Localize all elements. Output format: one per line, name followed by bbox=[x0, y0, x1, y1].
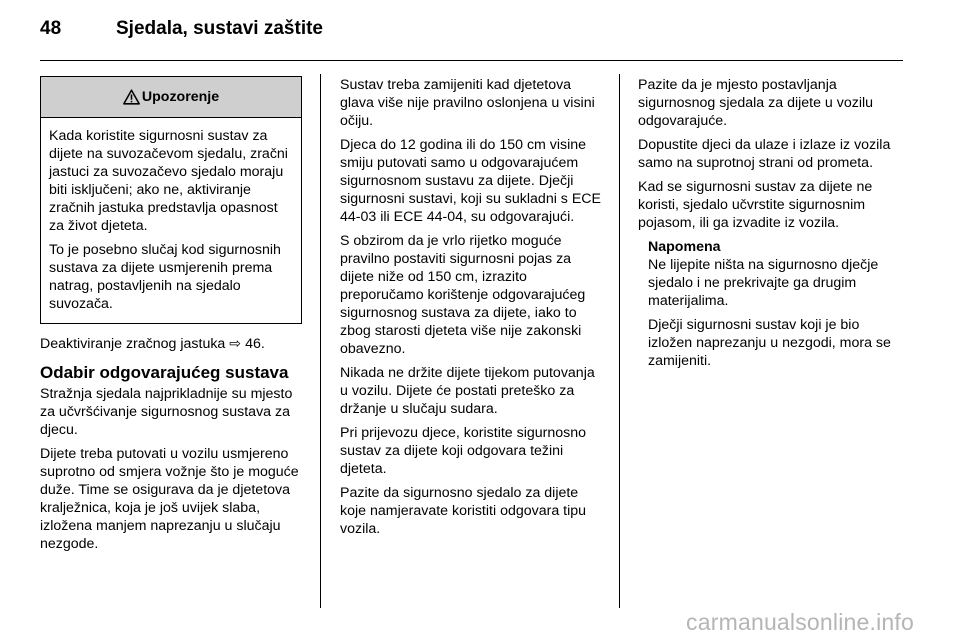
page-header bbox=[40, 18, 323, 48]
column-divider-2 bbox=[619, 74, 620, 608]
note-paragraph: Dječji sigurnosni sustav koji je bio izložen naprezanju u nezgodi, mora se zamijeniti. bbox=[648, 317, 891, 369]
body-paragraph: Pazite da je mjesto postavljanja sigurnosnog sjedala za dijete u vozilu odgovarajuće. bbox=[638, 77, 874, 129]
warning-paragraph: Kada koristite sigurnosni sustav za dijete na suvozačevom sjedalu, zračni jastuci za suvozačevo sjedalo moraju biti isključeni; ako ne, aktiviranje zračnih jastuka predstavlja opasnost za život djeteta. bbox=[49, 128, 288, 234]
body-paragraph: Djeca do 12 godina ili do 150 cm visine smiju putovati samo u odgovarajućem sigurnosnom sustavu za dijete. Dječji sigurnosni sustavi, koji su sukladni s ECE 44-03 ili ECE 44-04, su odgovarajući. bbox=[340, 137, 602, 225]
warning-box bbox=[40, 76, 302, 324]
section-heading: Odabir odgovarajućeg sustava bbox=[40, 363, 289, 382]
body-paragraph: Nikada ne držite dijete tijekom putovanja u vozilu. Dijete će postati preteško za držanje u slučaju sudara. bbox=[340, 365, 595, 417]
body-paragraph: Dopustite djeci da ulaze i izlaze iz vozila samo na suprotnoj strani od prometa. bbox=[638, 137, 891, 171]
note-label: Napomena bbox=[648, 239, 721, 255]
body-paragraph: Dijete treba putovati u vozilu usmjereno suprotno od smjera vožnje što je moguće duže. Time se osigurava da je djetetova kralježnica, koja je još uvijek slaba, izložena manjem naprezanju u slučaju nezgode. bbox=[40, 446, 299, 552]
note-paragraph: Ne lijepite ništa na sigurnosno dječje sjedalo i ne prekrivajte ga drugim materijalima. bbox=[648, 257, 879, 309]
airbag-reference: Deaktiviranje zračnog jastuka ⇨ 46. bbox=[40, 336, 265, 352]
warning-paragraph: To je posebno slučaj kod sigurnosnih sustava za dijete usmjerenih prema natrag, postavljenih na sjedalo suvozača. bbox=[49, 242, 281, 312]
watermark: carmanualsonline.info bbox=[686, 609, 914, 635]
warning-triangle-icon bbox=[123, 89, 140, 105]
warning-body bbox=[41, 118, 301, 323]
body-paragraph: Kad se sigurnosni sustav za dijete ne koristi, sjedalo učvrstite sigurnosnim pojasom, ili ga izvadite iz vozila. bbox=[638, 179, 873, 231]
page-title: Sjedala, sustavi zaštite bbox=[116, 18, 323, 39]
body-paragraph: Pazite da sigurnosno sjedalo za dijete koje namjeravate koristiti odgovara tipu vozila. bbox=[340, 485, 587, 537]
body-paragraph: Stražnja sjedala najprikladnije su mjesto za učvršćivanje sigurnosnog sustava za djecu. bbox=[40, 386, 293, 438]
body-paragraph: Sustav treba zamijeniti kad djetetova glava više nije pravilno oslonjena u visini očiju. bbox=[340, 77, 595, 129]
warning-header bbox=[41, 77, 301, 118]
column-3 bbox=[638, 76, 904, 376]
header-divider bbox=[40, 60, 903, 61]
note-box bbox=[638, 238, 904, 370]
column-1 bbox=[40, 76, 302, 559]
column-2 bbox=[340, 76, 604, 544]
page-number: 48 bbox=[40, 18, 62, 39]
body-paragraph: Pri prijevozu djece, koristite sigurnosno sustav za dijete koji odgovara težini djeteta. bbox=[340, 425, 587, 477]
column-divider-1 bbox=[320, 74, 321, 608]
body-paragraph: S obzirom da je vrlo rijetko moguće pravilno postaviti sigurnosni pojas za dijete niže od 150 cm, izrazito preporučamo korištenje odgovarajućeg sigurnosnog sustava za dijete, iako to zbog starosti djeteta više nije zakonski obavezno. bbox=[340, 233, 586, 357]
warning-title: Upozorenje bbox=[141, 89, 220, 105]
